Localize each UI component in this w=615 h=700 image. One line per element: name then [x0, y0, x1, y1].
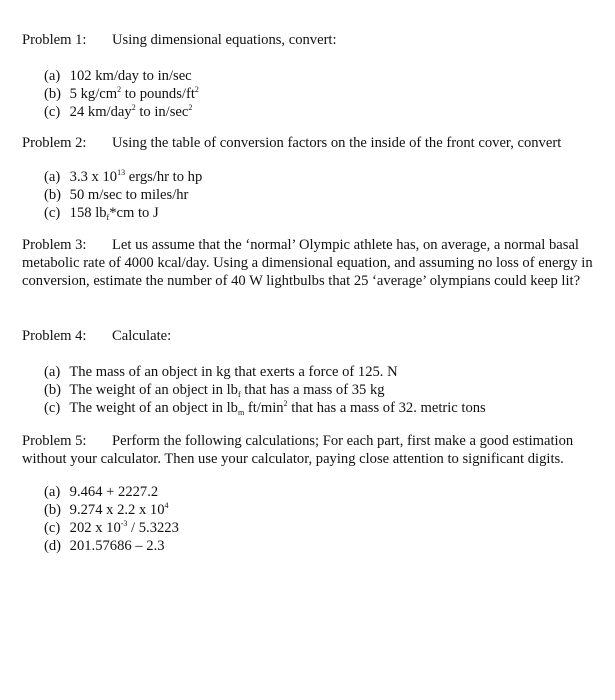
problem-4-item-c: (c) The weight of an object in $lb_m$ $ft/\min^2$ that has a mass of 32. metric tons: [44, 399, 486, 417]
problem-3-prompt: Let us assume that the ‘normal’ Olympic athlete has, on average, a normal basal metabolic rate of 4000 kcal/day. Using a dimensional equation, and assuming no loss of energy in conversion, estimate the number of 40 W lightbulbs that 25 ‘average’ olympians could keep lit?: [22, 237, 593, 289]
problem-1-item-c: (c) 24 km/day$^2$ to $in/\sec^2$: [44, 103, 193, 120]
problem-4-list: [44, 363, 486, 417]
problem-2-item-b: (b) 50 m/sec to miles/hr: [44, 187, 189, 203]
problem-3-label: Problem 3:: [22, 237, 87, 253]
problem-4-item-b: (b) The weight of an object in $lb_f$ that has a mass of 35 kg: [44, 382, 385, 399]
problem-1-list: [44, 67, 199, 121]
problem-2-item-a: (a) 3.3 x $10^{13}$ ergs/hr to hp: [44, 168, 203, 185]
problem-2-prompt: Using the table of conversion factors on the inside of the front cover, convert: [112, 135, 562, 151]
problem-5-list: [44, 483, 179, 555]
problem-2-label: Problem 2:: [22, 135, 87, 151]
problem-1-header: [22, 31, 337, 49]
problem-2-item-c: (c) 158 $lb_f*cm$ to J: [44, 205, 159, 222]
problem-1-item-a: (a) 102 km/day to in/sec: [44, 68, 192, 84]
problem-5-label: Problem 5:: [22, 433, 87, 449]
problem-1-prompt: Using dimensional equations, convert:: [112, 32, 337, 48]
problem-2-list: [44, 168, 202, 222]
problem-4-label: Problem 4:: [22, 328, 87, 344]
problem-5-item-a: (a) 9.464 + 2227.2: [44, 484, 159, 500]
problem-1-label: Problem 1:: [22, 32, 87, 48]
problem-5-item-d: (d) 201.57686 – 2.3: [44, 538, 165, 554]
problem-1-item-b: (b) 5 $kg/cm^2$ to pounds/$ft^2$: [44, 85, 199, 102]
problem-2-header: [22, 134, 561, 152]
problem-4-item-a: (a) The mass of an object in kg that exerts a force of 125. N: [44, 364, 398, 380]
problem-4-header: [22, 327, 171, 345]
problem-3: [22, 236, 597, 290]
problem-4-prompt: Calculate:: [112, 328, 172, 344]
problem-5-item-c: (c) 202 x $10^{-3} / 5.3223$: [44, 519, 179, 536]
problem-5-prompt: Perform the following calculations; For each part, first make a good estimation without your calculator. Then use your calculator, paying close attention to significant digits.: [22, 433, 574, 467]
problem-5: [22, 432, 597, 468]
problem-5-item-b: (b) 9.274 x 2.2 x $10^4$: [44, 501, 169, 518]
